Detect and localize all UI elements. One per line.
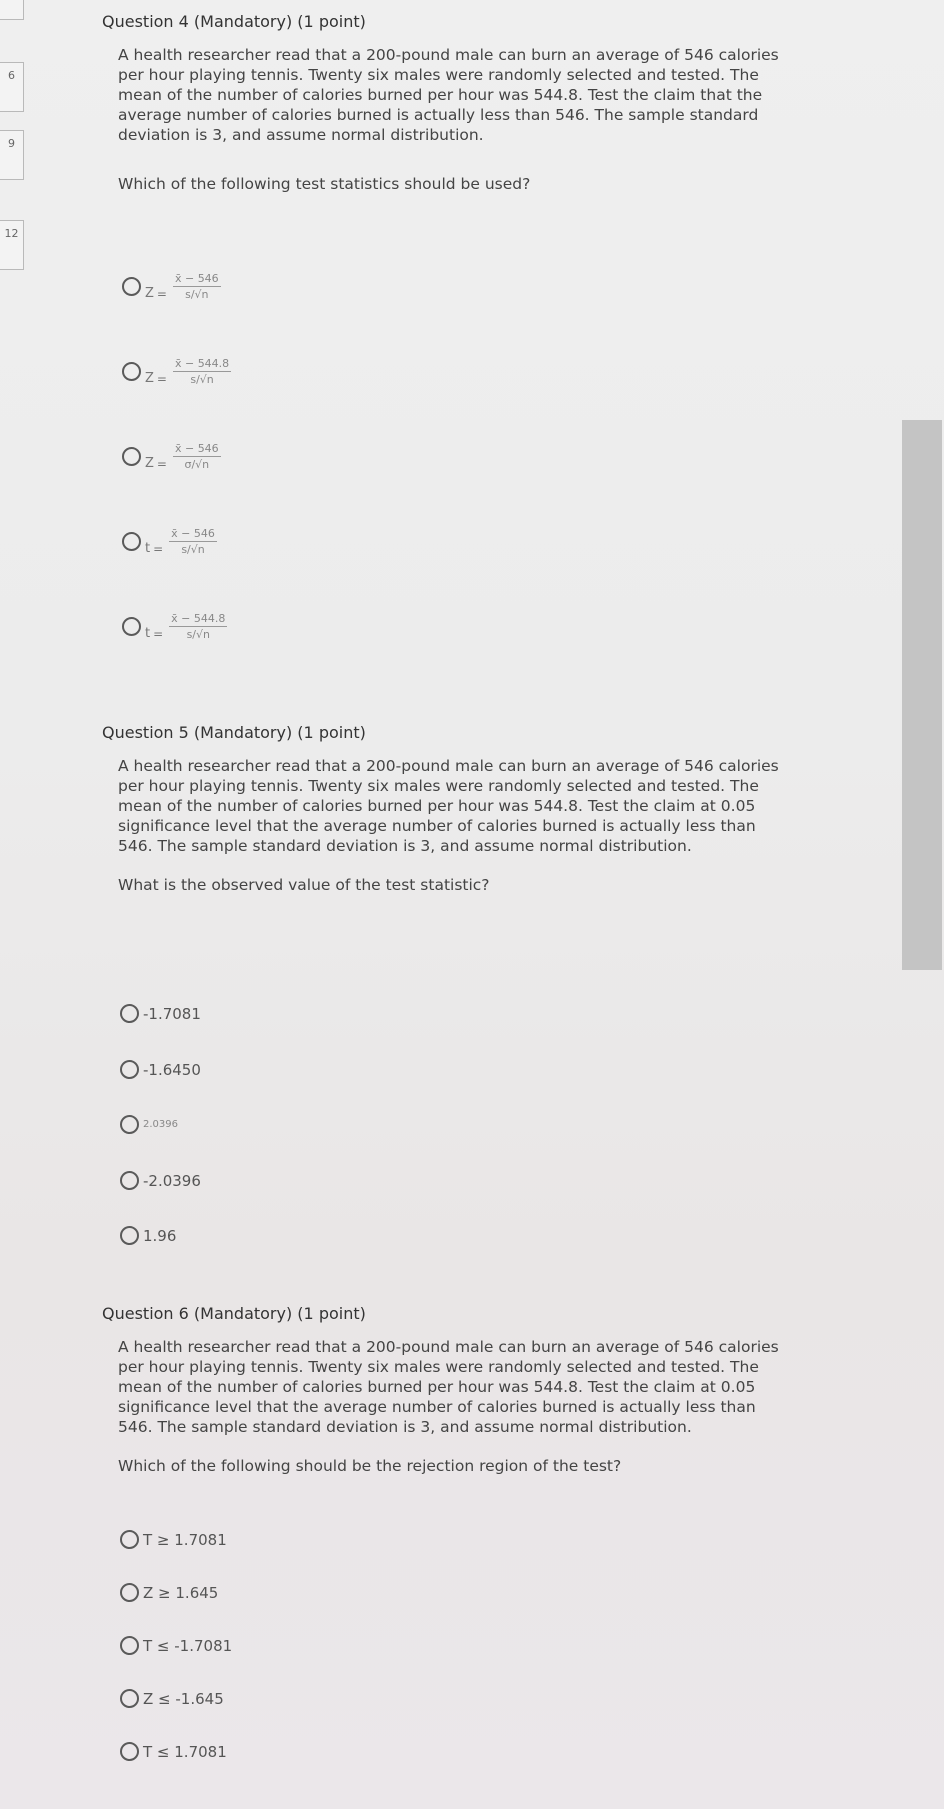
option-label: 2.0396 xyxy=(143,1119,178,1130)
scrollbar-thumb[interactable] xyxy=(902,420,942,970)
option-label: Z ≥ 1.645 xyxy=(143,1583,219,1602)
question-6 xyxy=(102,1304,802,1475)
formula: Z = $\frac{x̄ - 546}{s/√n}$ xyxy=(145,272,219,301)
scrollbar-track[interactable] xyxy=(900,0,944,1809)
formula-denominator: s/√n xyxy=(190,373,214,386)
q4-option-4[interactable] xyxy=(122,527,217,556)
q6-option-5[interactable] xyxy=(120,1742,227,1761)
radio-button[interactable] xyxy=(122,277,141,296)
option-label: T ≤ 1.7081 xyxy=(143,1742,227,1761)
option-label: T ≥ 1.7081 xyxy=(143,1530,227,1549)
q6-option-2[interactable] xyxy=(120,1583,218,1602)
option-label: -1.6450 xyxy=(143,1060,201,1079)
q5-option-3[interactable] xyxy=(120,1115,178,1134)
q4-option-5[interactable] xyxy=(122,612,227,641)
question-title: Question 6 (Mandatory) (1 point) xyxy=(102,1304,366,1323)
formula-numerator: x̄ − 546 xyxy=(174,272,219,285)
option-label: T ≤ -1.7081 xyxy=(143,1636,233,1655)
formula-denominator: σ/√n xyxy=(184,458,210,471)
formula-denominator: s/√n xyxy=(181,543,205,556)
radio-button[interactable] xyxy=(122,362,141,381)
radio-button[interactable] xyxy=(120,1004,139,1023)
formula-numerator: x̄ − 544.8 xyxy=(174,357,230,370)
q4-option-3[interactable] xyxy=(122,442,221,471)
q4-option-2[interactable] xyxy=(122,357,231,386)
radio-button[interactable] xyxy=(120,1060,139,1079)
radio-button[interactable] xyxy=(122,532,141,551)
formula: Z = $\frac{x̄ - 546}{\sigma/√n}$ xyxy=(145,442,219,471)
question-prompt: Which of the following test statistics should be used? xyxy=(118,175,531,193)
formula-numerator: x̄ − 544.8 xyxy=(171,612,226,625)
question-navigator xyxy=(0,0,26,300)
option-label: -1.7081 xyxy=(143,1004,201,1023)
q5-option-1[interactable] xyxy=(120,1004,201,1023)
question-prompt: Which of the following should be the rejection region of the test? xyxy=(118,1457,622,1475)
nav-tile-9[interactable]: 9 xyxy=(0,130,24,180)
formula: Z = $\frac{x̄ - 544.8}{s/√n}$ xyxy=(145,357,230,386)
nav-tile-3[interactable] xyxy=(0,0,24,20)
q6-option-4[interactable] xyxy=(120,1689,224,1708)
formula: t = $\frac{x̄ - 546}{s/√n}$ xyxy=(145,527,215,556)
question-4 xyxy=(102,12,802,193)
radio-button[interactable] xyxy=(120,1583,139,1602)
option-label: 1.96 xyxy=(143,1226,177,1245)
q6-option-3[interactable] xyxy=(120,1636,232,1655)
q5-option-2[interactable] xyxy=(120,1060,201,1079)
radio-button[interactable] xyxy=(120,1226,139,1245)
nav-tile-6[interactable]: 6 xyxy=(0,62,24,112)
nav-tile-12[interactable]: 12 xyxy=(0,220,24,270)
q6-option-1[interactable] xyxy=(120,1530,227,1549)
radio-button[interactable] xyxy=(120,1742,139,1761)
q4-option-1[interactable] xyxy=(122,272,221,301)
question-body: A health researcher read that a 200-pound male can burn an average of 546 calories per hour playing tennis. Twenty six males were randomly selected and tested. The mean of the number of calories burned per hour was 544.8. Test the claim that the average number of calories burned is actually less than 546. The sample standard deviation is 3, and assume normal distribution. xyxy=(118,46,779,144)
question-body: A health researcher read that a 200-pound male can burn an average of 546 calories per hour playing tennis. Twenty six males were randomly selected and tested. The mean of the number of calories burned per hour was 544.8. Test the claim at 0.05 significance level that the average number of calories burned is actually less than 546. The sample standard deviation is 3, and assume normal distribution. xyxy=(118,1338,779,1436)
option-label: Z ≤ -1.645 xyxy=(143,1689,224,1708)
question-5 xyxy=(102,723,802,894)
question-prompt: What is the observed value of the test statistic? xyxy=(118,876,490,894)
option-label: -2.0396 xyxy=(143,1171,201,1190)
radio-button[interactable] xyxy=(120,1530,139,1549)
formula: t = $\frac{x̄ - 544.8}{s/√n}$ xyxy=(145,612,226,641)
formula-denominator: s/√n xyxy=(185,288,209,301)
radio-button[interactable] xyxy=(122,447,141,466)
radio-button[interactable] xyxy=(120,1689,139,1708)
question-body: A health researcher read that a 200-pound male can burn an average of 546 calories per hour playing tennis. Twenty six males were randomly selected and tested. The mean of the number of calories burned per hour was 544.8. Test the claim at 0.05 significance level that the average number of calories burned is actually less than 546. The sample standard deviation is 3, and assume normal distribution. xyxy=(118,757,779,855)
radio-button[interactable] xyxy=(120,1636,139,1655)
formula-numerator: x̄ − 546 xyxy=(171,527,215,540)
formula-numerator: x̄ − 546 xyxy=(174,442,219,455)
question-title: Question 4 (Mandatory) (1 point) xyxy=(102,12,366,31)
q5-option-4[interactable] xyxy=(120,1171,201,1190)
radio-button[interactable] xyxy=(120,1171,139,1190)
q5-option-5[interactable] xyxy=(120,1226,176,1245)
formula-denominator: s/√n xyxy=(186,628,210,641)
radio-button[interactable] xyxy=(120,1115,139,1134)
radio-button[interactable] xyxy=(122,617,141,636)
question-title: Question 5 (Mandatory) (1 point) xyxy=(102,723,366,742)
